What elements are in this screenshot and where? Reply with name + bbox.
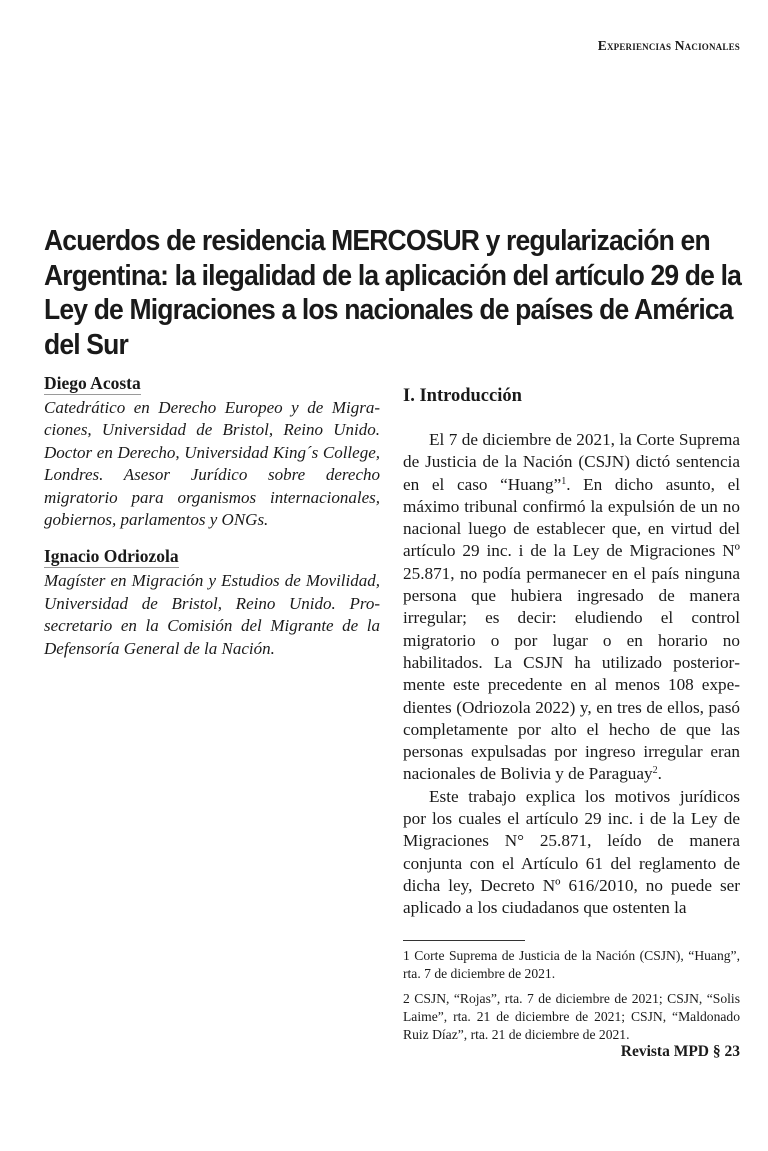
- footnote-divider: [403, 940, 525, 941]
- author-bio: Catedrático en Derecho Europeo y de Migraciones, Universidad de Bristol, Reino Unido. Doctor en Derecho, Universidad King´s College, Londres. Asesor Jurídico sobre derecho migratorio para organismos internacionales, gobiernos, parlamentos y ONGs.: [44, 398, 380, 530]
- footnote-ref[interactable]: 2: [652, 765, 658, 777]
- article-title: Acuerdos de residencia MERCOSUR y regularización en Argentina: la ilegalidad de la aplicación del artículo 29 de la Ley de Migraciones a los nacionales de países de América del Sur: [44, 225, 742, 361]
- paragraph-text: .: [657, 764, 662, 784]
- author-block: [44, 545, 380, 660]
- body-column: [403, 384, 740, 1052]
- author-name: Diego Acosta: [44, 373, 141, 393]
- section-heading: I. Introducción: [403, 386, 522, 406]
- footnote-ref[interactable]: 1: [561, 475, 567, 487]
- footnote: 1 Corte Suprema de Justicia de la Nación (CSJN), “Huang”, rta. 7 de diciembre de 2021.: [403, 947, 740, 981]
- paragraph-text: . En dicho asunto, el máximo tribunal confirmó la expulsión de un no nacional luego de establecer que, en virtud del artículo 29 inc. i de la Ley de Migraciones Nº 25.871, no podía permanecer en el país ninguna persona que hubiera ingresado de manera irregular; es decir: eludiendo el control migratorio o por lugar o en horario no habilitados. La CSJN ha utilizado posteriormente este precedente en al menos 108 expedientes (Odriozola 2022) y, en tres de ellos, pasó completamente por alto el hecho de que las personas expulsadas por ingreso irregular eran nacionales de Bolivia y de Paraguay: [403, 474, 740, 784]
- page-footer: Revista MPD § 23: [620, 1043, 740, 1060]
- author-block: [44, 372, 380, 531]
- author-name: Ignacio Odriozola: [44, 546, 179, 567]
- author-bio: Magíster en Migración y Estudios de Movilidad, Universidad de Bristol, Reino Unido. Prosecretario en la Comisión del Migrante de la Defensoría General de la Nación.: [44, 571, 380, 658]
- body-paragraph: [403, 429, 740, 786]
- running-head: Experiencias Nacionales: [597, 38, 740, 53]
- paragraph-text: El 7 de diciembre de 2021, la Corte Suprema de Justicia de la Nación (CSJN) dictó sentencia en el caso “Huang”: [403, 430, 740, 494]
- body-paragraph: Este trabajo explica los motivos jurídicos por los cuales el artículo 29 inc. i de la Ley de Migraciones N° 25.871, leído de manera conjunta con el Artículo 61 del reglamento de dicha ley, Decreto Nº 616/2010, no puede ser aplicado a los ciudadanos que ostenten la: [403, 786, 740, 918]
- footnote: 2 CSJN, “Rojas”, rta. 7 de diciembre de 2021; CSJN, “Solis Laime”, rta. 21 de diciembre de 2021; CSJN, “Maldonado Ruiz Díaz”, rta. 21 de diciembre de 2021.: [403, 990, 740, 1043]
- authors-column: [44, 372, 380, 674]
